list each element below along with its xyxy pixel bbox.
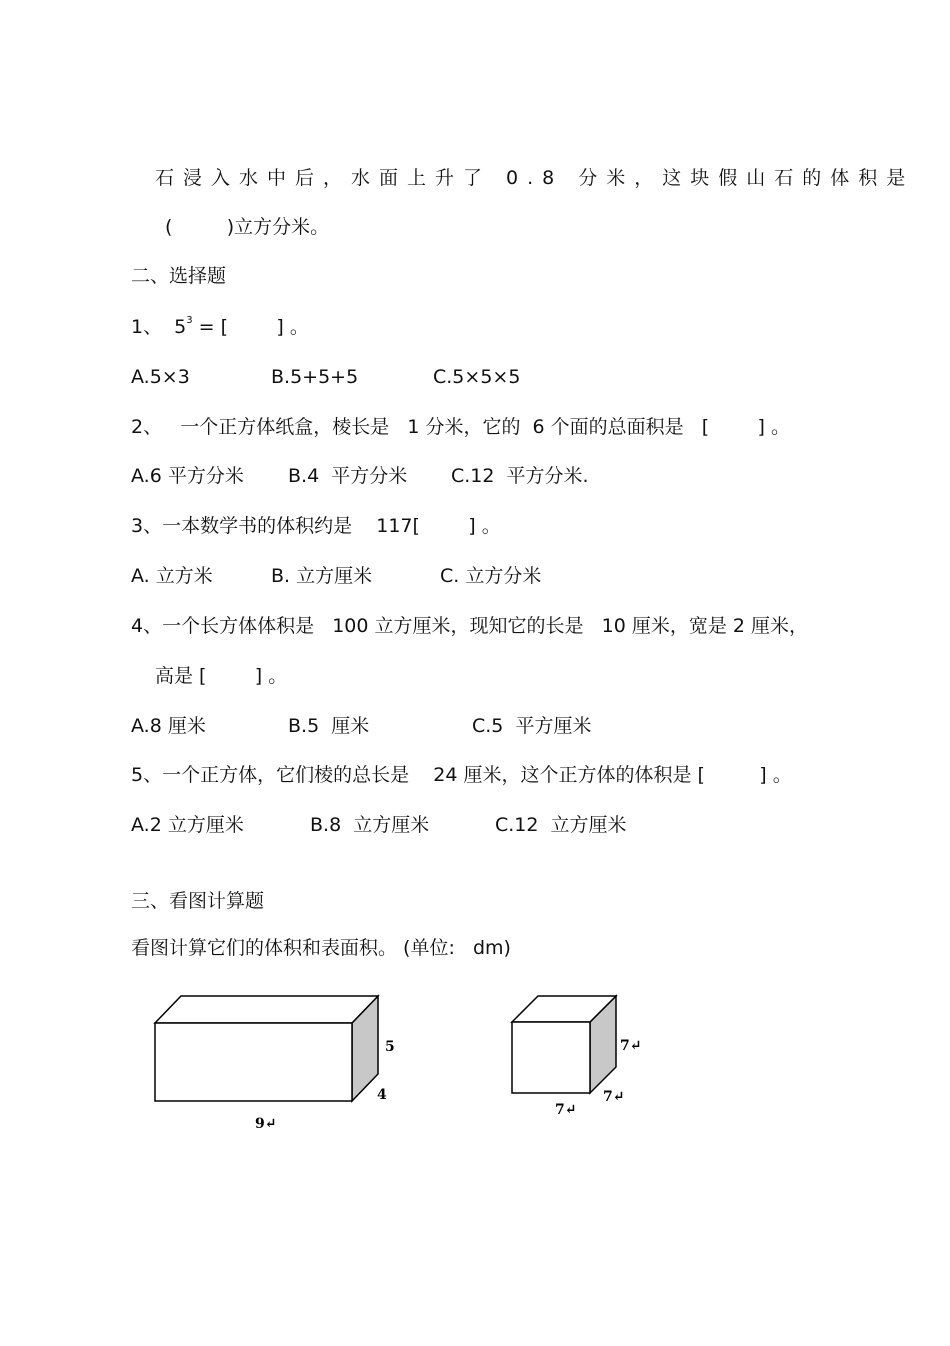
q5-option-b: B.8 立方厘米 xyxy=(310,814,430,836)
cube-depth-label: 7↵ xyxy=(603,1089,625,1105)
q2-option-a: A.6 平方分米 xyxy=(131,465,244,487)
question-1 xyxy=(131,315,309,343)
q2-option-b: B.4 平方分米 xyxy=(288,465,408,487)
continuation-line-1: 石浸入水中后，水面上升了 0.8 分米，这块假山石的体积是 xyxy=(155,167,915,189)
q5-option-c: C.12 立方厘米 xyxy=(495,814,627,836)
question-5: 5、一个正方体，它们棱的总长是 24 厘米，这个正方体的体积是 [ ] 。 xyxy=(131,764,792,786)
section-3-instruction: 看图计算它们的体积和表面积。 (单位: dm) xyxy=(131,937,511,959)
q1-option-c: C.5×5×5 xyxy=(433,366,521,388)
cuboid-front-face xyxy=(155,1023,352,1101)
cube-front-face xyxy=(512,1022,590,1093)
q1-option-b: B.5+5+5 xyxy=(271,366,359,388)
cuboid-figure xyxy=(140,985,400,1135)
section-3-title: 三、看图计算题 xyxy=(131,890,265,912)
cuboid-top-face xyxy=(155,996,378,1023)
cube-height-label: 7↵ xyxy=(620,1038,642,1054)
cuboid-depth-label: 4 xyxy=(377,1087,387,1103)
q1-option-a: A.5×3 xyxy=(131,366,190,388)
cube-figure xyxy=(500,985,660,1125)
q1-exponent: 3 xyxy=(186,315,193,326)
q4-option-c: C.5 平方厘米 xyxy=(472,715,592,737)
question-4-line-2: 高是 [ ] 。 xyxy=(155,665,288,687)
cuboid-height-label: 5 xyxy=(385,1039,395,1055)
question-4-line-1: 4、一个长方体体积是 100 立方厘米，现知它的长是 10 厘米，宽是 2 厘米， xyxy=(131,615,809,637)
cuboid-length-label: 9↵ xyxy=(255,1116,277,1132)
continuation-line-2: ( )立方分米。 xyxy=(165,216,330,238)
q4-option-b: B.5 厘米 xyxy=(288,715,370,737)
q5-option-a: A.2 立方厘米 xyxy=(131,814,244,836)
q4-option-a: A.8 厘米 xyxy=(131,715,206,737)
q1-prefix: 1、 5 xyxy=(131,316,187,338)
section-2-title: 二、选择题 xyxy=(131,265,227,287)
q2-option-c: C.12 平方分米. xyxy=(451,465,589,487)
question-3: 3、一本数学书的体积约是 117[ ] 。 xyxy=(131,515,501,537)
q3-option-a: A. 立方米 xyxy=(131,565,213,587)
question-2: 2、 一个正方体纸盒，棱长是 1 分米，它的 6 个面的总面积是 [ ] 。 xyxy=(131,416,790,438)
cube-length-label: 7↵ xyxy=(555,1102,577,1118)
q3-option-c: C. 立方分米 xyxy=(440,565,542,587)
q1-suffix: = [ ] 。 xyxy=(192,316,309,338)
q3-option-b: B. 立方厘米 xyxy=(271,565,373,587)
